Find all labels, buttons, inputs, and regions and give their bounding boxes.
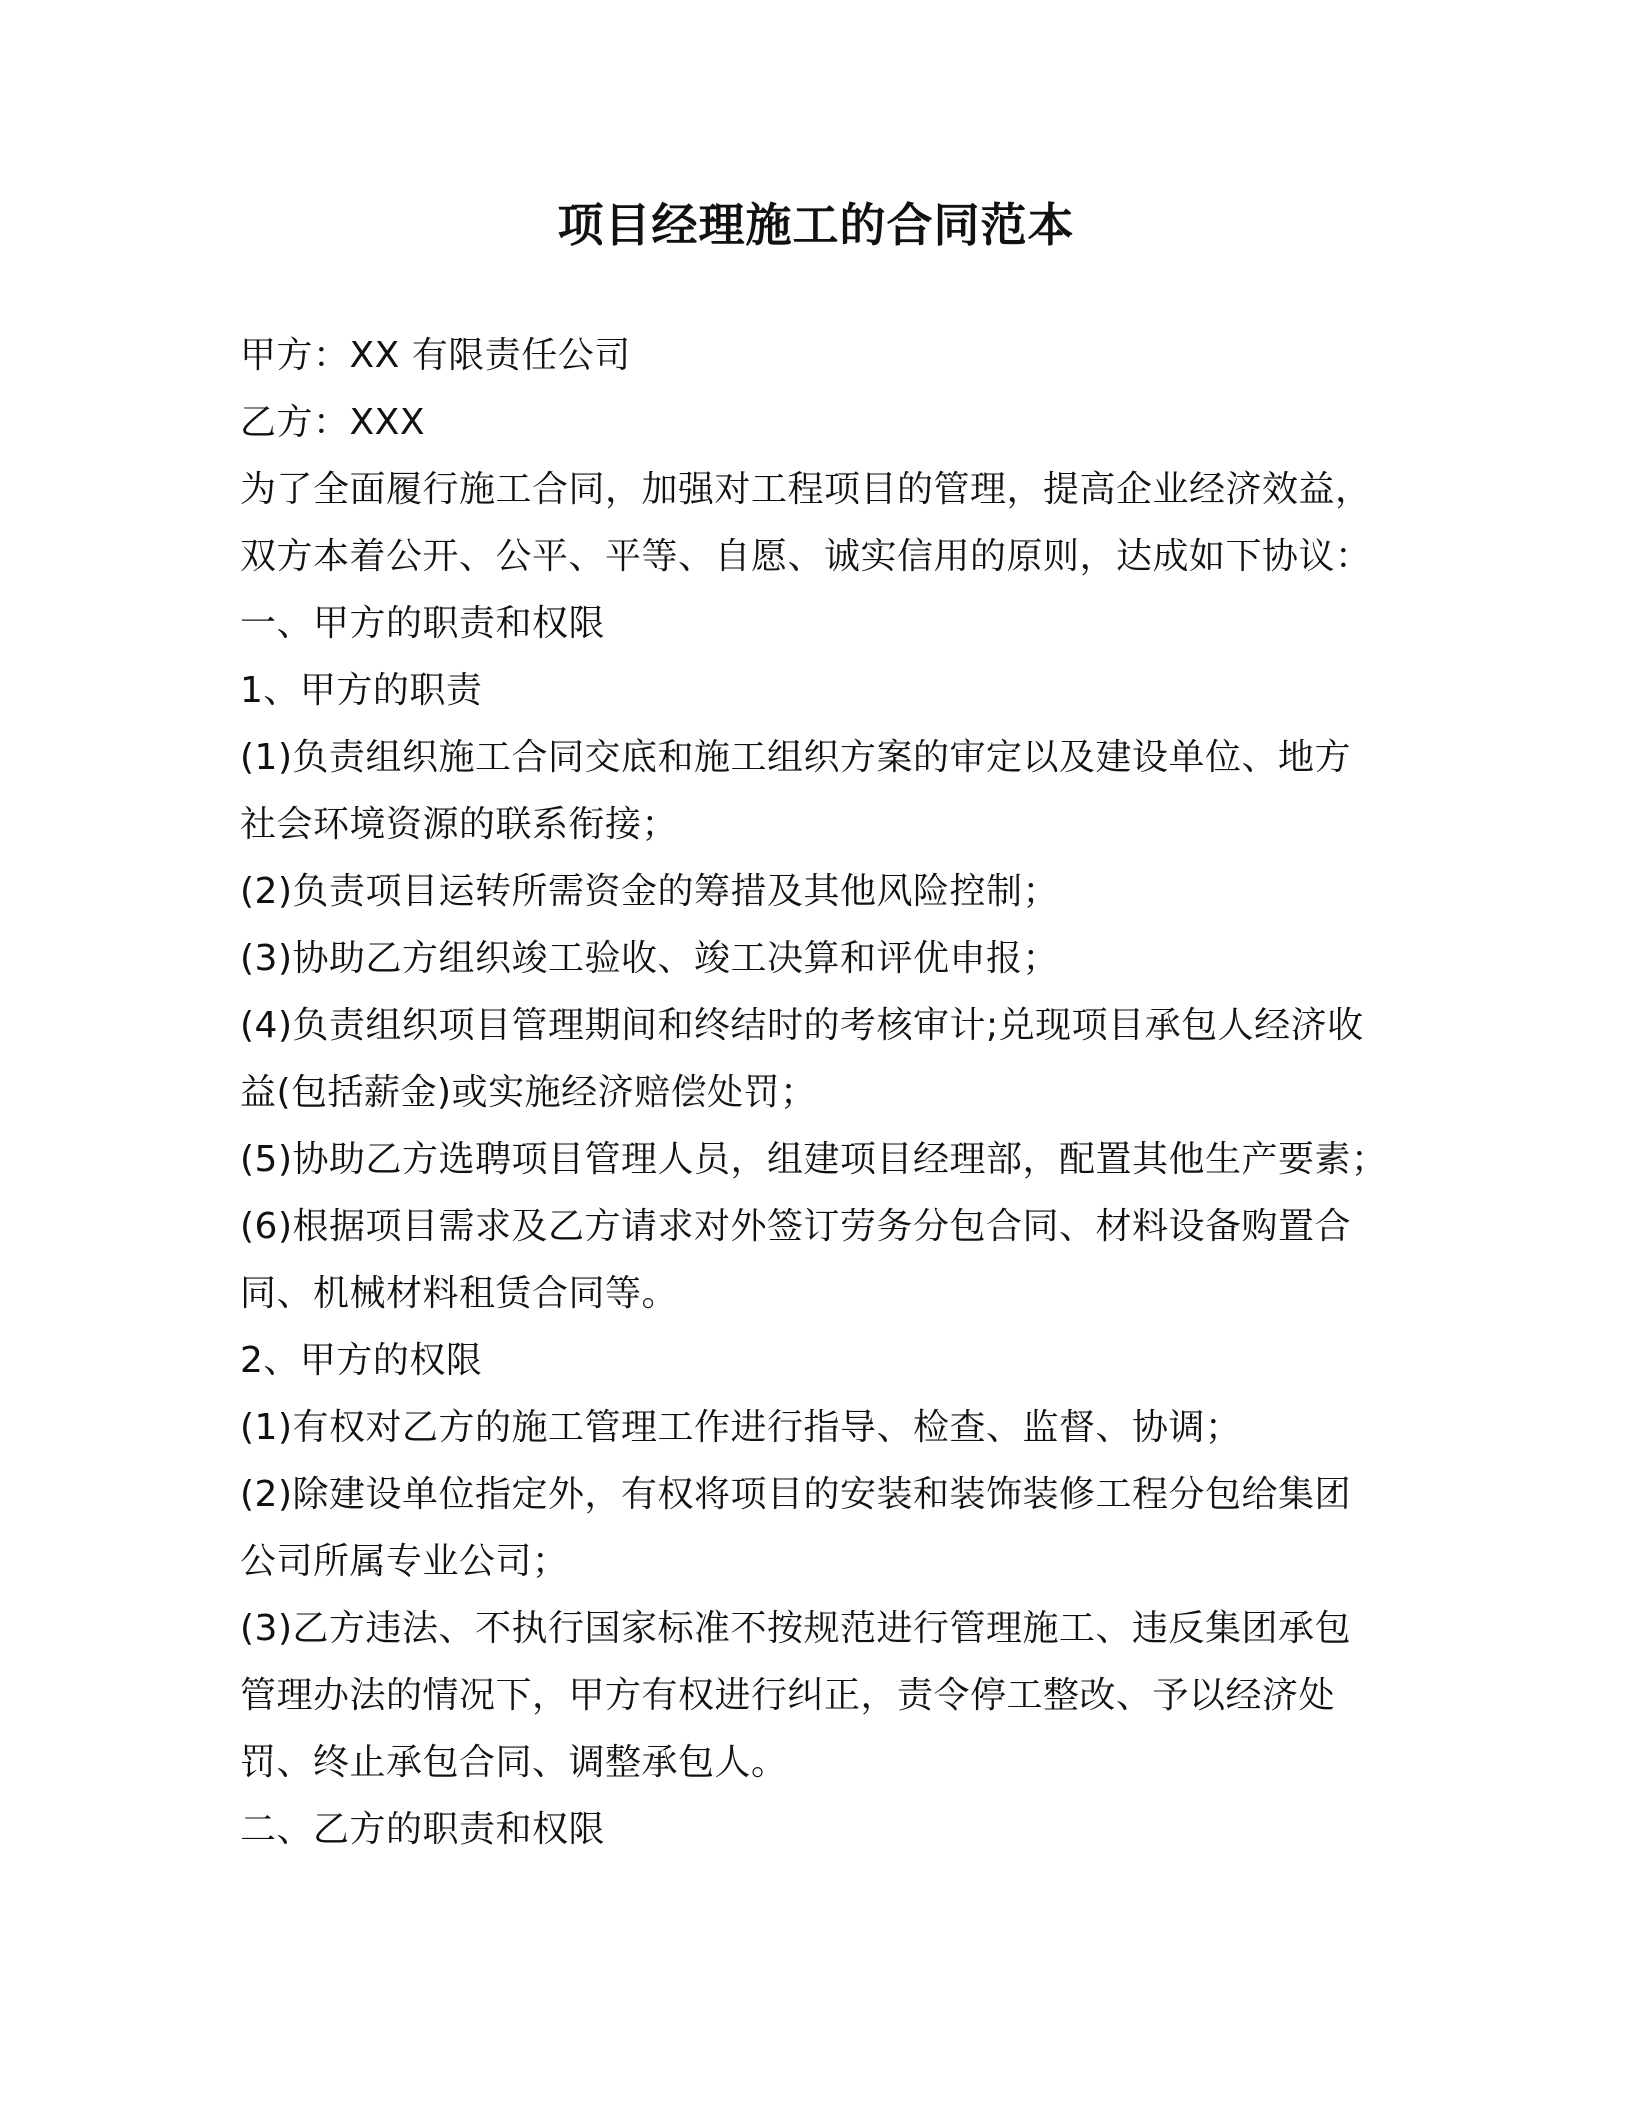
- clause-line: (6)根据项目需求及乙方请求对外签订劳务分包合同、材料设备购置合: [240, 1206, 1351, 1247]
- clause-line: (4)负责组织项目管理期间和终结时的考核审计;兑现项目承包人经济收: [240, 1005, 1364, 1046]
- clause-line: (1)有权对乙方的施工管理工作进行指导、检查、监督、协调；: [240, 1407, 1242, 1448]
- clause-line: (3)协助乙方组织竣工验收、竣工决算和评优申报；: [240, 938, 1059, 979]
- document-body: [240, 322, 1390, 1863]
- document-title: 项目经理施工的合同范本: [557, 198, 1075, 252]
- party-b-line: 乙方：XXX: [240, 402, 425, 443]
- clause-line: (1)负责组织施工合同交底和施工组织方案的审定以及建设单位、地方: [240, 737, 1351, 778]
- party-a-line: 甲方：XX 有限责任公司: [240, 335, 631, 376]
- preamble-line-1: 为了全面履行施工合同，加强对工程项目的管理，提高企业经济效益，: [240, 469, 1372, 510]
- clause-line: 公司所属专业公司；: [240, 1541, 569, 1582]
- clause-line: (2)除建设单位指定外，有权将项目的安装和装饰装修工程分包给集团: [240, 1474, 1351, 1515]
- subsection-heading-1-1: 1、甲方的职责: [240, 670, 483, 711]
- clause-line: 管理办法的情况下，甲方有权进行纠正，责令停工整改、予以经济处: [240, 1675, 1336, 1716]
- clause-line: (2)负责项目运转所需资金的筹措及其他风险控制；: [240, 871, 1059, 912]
- section-heading-1: 一、甲方的职责和权限: [240, 603, 606, 644]
- section-heading-2: 二、乙方的职责和权限: [240, 1809, 606, 1850]
- clause-line: 同、机械材料租赁合同等。: [240, 1273, 679, 1314]
- clause-line: 社会环境资源的联系衔接；: [240, 804, 679, 845]
- preamble-line-2: 双方本着公开、公平、平等、自愿、诚实信用的原则，达成如下协议：: [240, 536, 1372, 577]
- subsection-heading-1-2: 2、甲方的权限: [240, 1340, 483, 1381]
- clause-line: (3)乙方违法、不执行国家标准不按规范进行管理施工、违反集团承包: [240, 1608, 1351, 1649]
- clause-line: 罚、终止承包合同、调整承包人。: [240, 1742, 788, 1783]
- clause-line: 益(包括薪金)或实施经济赔偿处罚；: [240, 1072, 817, 1113]
- clause-line: (5)协助乙方选聘项目管理人员，组建项目经理部，配置其他生产要素；: [240, 1139, 1388, 1180]
